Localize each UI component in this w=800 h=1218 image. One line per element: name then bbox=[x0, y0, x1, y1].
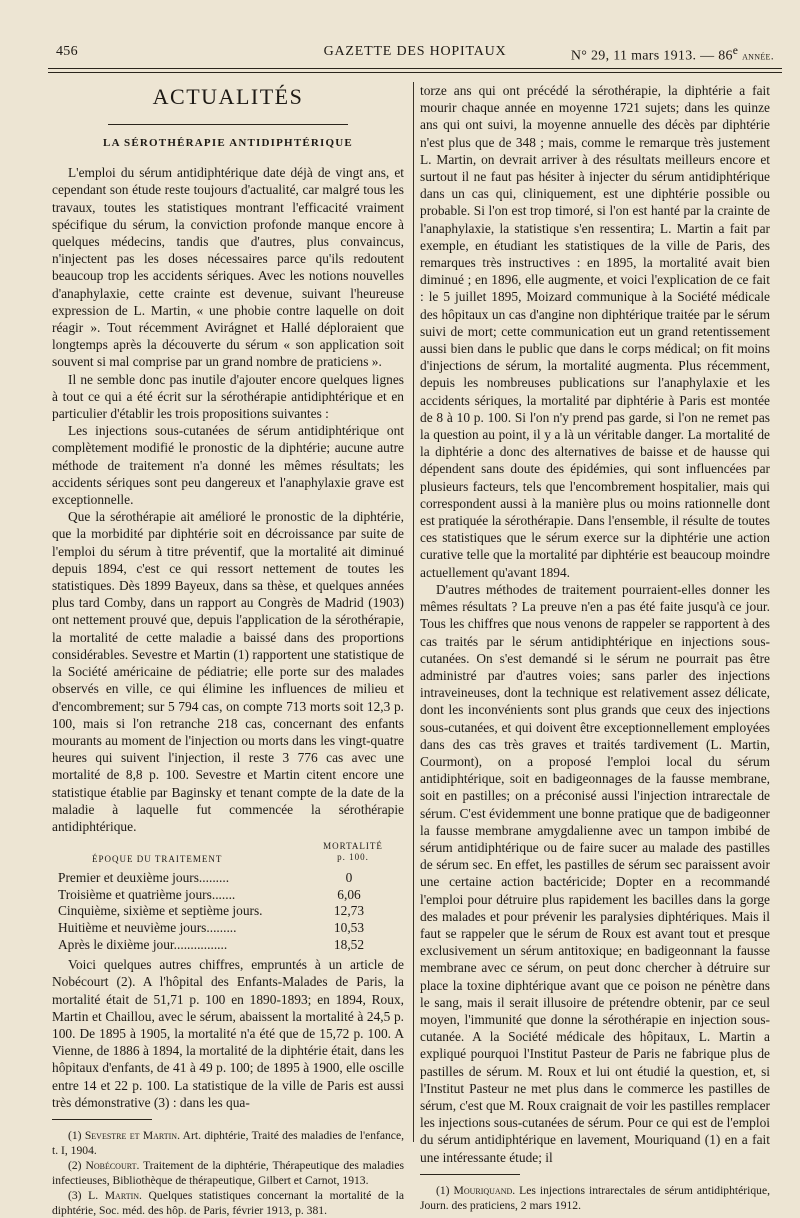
paragraph: Que la sérothérapie ait amélioré le pronostic de la diphtérie, que la morbidité par diphtérie soit en décroissance par suite de l'emploi du sérum à titre préventif, que la mortalité ait diminué depuis 1894, c'est ce qui ressort nettement de toutes les statistiques. Dès 1899 Bayeux, dans sa thèse, et quelques années plus tard Comby, dans un rapport au Congrès de Madrid (1903) ont nettement prouvé que, depuis l'application de la sérothérapie, la mortalité de cette maladie a baissé dans des proportions considérables. Sevestre et Martin (1) rapportent une statistique de la Société américaine de pédiatrie; elle porte sur des malades observés en ville, ce qui élimine les influences de milieu et d'encombrement; sur 5 794 cas, on compte 713 morts soit 12,3 p. 100, mais si l'on retranche 218 cas, concernant des enfants mourants au moment de l'injection ou morts dans les vingt-quatre heures qui suivent l'injection, il reste 3 776 cas avec une mortalité de 8,8 p. 100. Sevestre et Martin citent encore une statistique établie par Baginsky et tenant compte de la date de la maladie à laquelle fut commencée la sérothérapie antidiphtérique. bbox=[52, 509, 404, 834]
footnote-author: (2) Nobécourt. bbox=[68, 1158, 140, 1172]
paragraph: Les injections sous-cutanées de sérum antidiphtérique ont complètement modifié le pronostic de la diphtérie; aucune autre méthode de traitement n'a donné les mêmes résultats; les accidents sériques sont peu dangereux et l'anaphylaxie grave est exceptionnelle. bbox=[52, 423, 404, 508]
title-rule bbox=[108, 124, 348, 125]
table-col-header-epoch: ÉPOQUE DU TRAITEMENT bbox=[92, 854, 223, 865]
footnote bbox=[52, 1128, 404, 1158]
mortality-header-line2: p. 100. bbox=[337, 852, 369, 863]
left-column bbox=[52, 82, 404, 1218]
journal-title: GAZETTE DES HOPITAUX bbox=[323, 44, 507, 59]
table-cell-value: 6,06 bbox=[337, 886, 361, 902]
footnote-author: (3) L. Martin. bbox=[68, 1188, 142, 1202]
footnote bbox=[52, 1158, 404, 1188]
table-col-header-mortality bbox=[308, 841, 398, 863]
mortality-header-line1: MORTALITÉ bbox=[323, 841, 383, 852]
paragraph: torze ans qui ont précédé la sérothérapie, la diphtérie a fait mourir chaque année en moyenne 1721 sujets; dans les quinze ans qui ont suivi, la moyenne annuelle des décès par diphtérie n'est plus que de 348 ; mais, comme le remarque très justement L. Martin, on devrait arriver à des résultats meilleurs encore et surtout il ne faut pas hésiter à injecter du sérum antidiphtérique dans un cas qui, cliniquement, est une diphtérie possible ou probable. Si l'on est trop timoré, si l'on est hanté par la crainte de l'anaphylaxie, la statistique s'en ressentira; L. Martin a fait par exemple, en étudiant les statistiques de la ville de Paris, des remarques très instructives : en 1895, la mortalité avait bien diminué ; en 1896, elle augmente, et voici l'explication de ce fait : le 5 juillet 1895, Moizard communique à la Société médicale des hôpitaux un cas d'angine non diphtérique traitée par le sérum suivi de mort; cette communication eut un grand retentissement aussi bien dans le public que dans le corps médical; on fit moins d'injections de sérum, la mortalité augmenta. Plus récemment, depuis les nombreuses publications sur l'anaphylaxie et les accidents sériques, la mortalité par diphtérie à Paris est montée de 8 à 10 p. 100. Si l'on n'y prend pas garde, si l'on ne remet pas la question au point, il y a là un véritable danger. La mortalité de la diphtérie a donc des alternatives de baisse et de hausse qui dépendent sans doute des épidémies, qui sont influencées par plusieurs facteurs, tels que l'encombrement hospitalier, mais qui correspondent aussi à la manière plus ou moins rationnelle dont est pratiquée la sérothérapie. Dans l'ensemble, il résulte de toutes ces statistiques que le sérum exerce sur la diphtérie une action curative telle que la mortalité par diphtérie est beaucoup moindre actuellement qu'avant 1894. bbox=[420, 83, 770, 580]
table-row bbox=[52, 936, 404, 953]
footnote-text: Traitement de la diphtérie, Thérapeutique des maladies infectieuses, Bibliothèque de thérapeutique, Gilbert et Carnot, 1913. bbox=[52, 1158, 404, 1187]
article-subtitle: LA SÉROTHÉRAPIE ANTIDIPHTÉRIQUE bbox=[103, 137, 353, 149]
table-cell-value: 0 bbox=[345, 870, 353, 886]
header-rule bbox=[48, 68, 782, 69]
footnote-author: (1) Sevestre et Martin. bbox=[68, 1128, 180, 1142]
table-cell-value: 12,73 bbox=[333, 903, 365, 919]
table-row bbox=[52, 919, 404, 936]
footnote bbox=[420, 1183, 770, 1213]
table-row bbox=[52, 869, 404, 886]
page-number: 456 bbox=[56, 44, 78, 59]
table-cell-label: Troisième et quatrième jours....... bbox=[58, 886, 236, 902]
table-cell-label: Après le dixième jour................ bbox=[58, 936, 228, 952]
table-row bbox=[52, 886, 404, 903]
issue-date: N° 29, 11 mars 1913. — 86 bbox=[570, 48, 733, 64]
issue-info bbox=[571, 44, 774, 65]
footnote-text: Quelques statistiques concernant la mortalité de la diphtérie, Soc. méd. des hôp. de Paris, février 1913, p. 381. bbox=[52, 1188, 404, 1217]
table-cell-label: Cinquième, sixième et septième jours. bbox=[58, 903, 263, 919]
footnote-rule bbox=[420, 1174, 520, 1175]
paragraph: L'emploi du sérum antidiphtérique date déjà de vingt ans, et cependant son étude reste toujours d'actualité, car malgré tous les travaux, toutes les statistiques montrant l'efficacité vraiment spécifique du sérum, la conviction profonde manque encore à quelques médecins, tandis que d'autres, plus convaincus, n'injectent pas les doses nécessaires parce qu'ils redoutent beaucoup trop les accidents sériques. Avec les notions nouvelles d'anaphylaxie, cette crainte est devenue, suivant l'heureuse expression de L. Martin, « une phobie contre laquelle on doit réagir ». Tout récemment Avirágnet et Hallé déploraient que longtemps après la découverte du sérum « son application soit souvent si mal comprise par un grand nombre de praticiens ». bbox=[52, 165, 404, 370]
paragraph: Voici quelques autres chiffres, empruntés à un article de Nobécourt (2). A l'hôpital des Enfants-Malades de Paris, la mortalité était de 51,71 p. 100 en 1890-1893; en 1894, Roux, Martin et Chaillou, avec le sérum, abaissent la mortalité à 24,5 p. 100. De 1895 à 1905, la mortalité n'a été que de 15,72 p. 100. A Vienne, de 1886 à 1894, la mortalité de la diphtérie était, dans les hôpitaux d'enfants, de 41 à 49 p. 100; de 1895 à 1900, elle oscille entre 14 et 22 p. 100. La statistique de la ville de Paris est aussi très démonstrative (3) : dans les qua- bbox=[52, 957, 404, 1110]
header-rule-thin bbox=[48, 72, 782, 73]
table-cell-value: 18,52 bbox=[333, 936, 365, 952]
footnote-text: Art. diphtérie, Traité des maladies de l'enfance, t. I, 1904. bbox=[52, 1128, 404, 1157]
table-cell-value: 10,53 bbox=[333, 919, 365, 935]
issue-sup: e bbox=[732, 44, 739, 57]
paragraph: D'autres méthodes de traitement pourraient-elles donner les mêmes résultats ? La preuve n'en a pas été faite jusqu'à ce jour. Tous les chiffres que nous venons de rappeler se rapportent à des cas traités par le sérum antidiphtérique en injections sous-cutanées. On s'est demandé si le sérum ne pourrait pas être administré par d'autres voies; sans parler des injections intraveineuses, dont la technique est relativement assez délicate, dont les inconvénients sont plus grands que ceux des injections sous-cutanées, et qui doivent être exceptionnellement employées dans des cas très graves et traités tardivement (L. Martin, Courmont), on a proposé l'emploi local du sérum antidiphtérique, soit en badigeonnages de la fausse membrane, soit en pastilles; on a préconisé aussi l'injection intrarectale de sérum. C'est évidemment une bonne pratique que de badigeonner la fausse membrane amygdalienne avec un tampon imbibé de sérum antidiphtérique ou de faire sucer au malade des pastilles de sérum sec. En effet, les pastilles de sérum sec paraissent avoir une certaine action bactéricide; Dopter en a recommandé l'emploi pour détruire plus rapidement les bacilles dans la gorge des malades et pour prévenir les paralysies diphtériques. Mais il faut se rappeler que le sérum de Roux est avant tout et presque exclusivement un sérum antitoxique; en badigeonnant la fausse membrane avec ce sérum, on peut donc chercher à détruire sur place la toxine diphtérique avant que ce poison ne pénètre dans le sang, mais il serait illusoire de prétendre obtenir, par ce seul moyen, l'immunité que donne la sérothérapie en injection sous-cutanée. A la Société médicale des hôpitaux, L. Martin a expliqué pourquoi l'Institut Pasteur de Paris ne fabrique plus de pastilles de sérum. M. Roux et lui ont étudié la question, et, si l'Institut Pasteur ne met plus dans le commerce les pastilles de sérum, c'est que M. Roux craignait de voir les pastilles remplacer les injections sous-cutanées de sérum. Pour ce qui est de l'emploi du sérum antidiphtérique en lavement, Mouriquand (1) en a fait une intéressante étude; il bbox=[420, 581, 770, 1165]
issue-annee: année. bbox=[742, 48, 774, 63]
paragraph: Il ne semble donc pas inutile d'ajouter encore quelques lignes à tout ce qui a été écrit sur la sérothérapie antidiphtérique et en particulier d'établir les trois propositions suivantes : bbox=[52, 371, 404, 422]
table-header bbox=[52, 839, 404, 869]
table-row bbox=[52, 902, 404, 919]
table-cell-label: Huitième et neuvième jours......... bbox=[58, 919, 237, 935]
column-divider bbox=[413, 82, 414, 1142]
mortality-table bbox=[52, 839, 404, 952]
footnote bbox=[52, 1188, 404, 1218]
footnote-author: (1) Mouriquand. bbox=[436, 1183, 516, 1197]
right-column bbox=[420, 82, 770, 1213]
running-head bbox=[48, 40, 782, 64]
footnote-text: Les injections intrarectales de sérum antidiphtérique, Journ. des praticiens, 2 mars 1912. bbox=[420, 1183, 770, 1212]
table-cell-label: Premier et deuxième jours......... bbox=[58, 870, 230, 886]
footnote-rule bbox=[52, 1119, 152, 1120]
section-title: ACTUALITÉS bbox=[152, 84, 304, 109]
